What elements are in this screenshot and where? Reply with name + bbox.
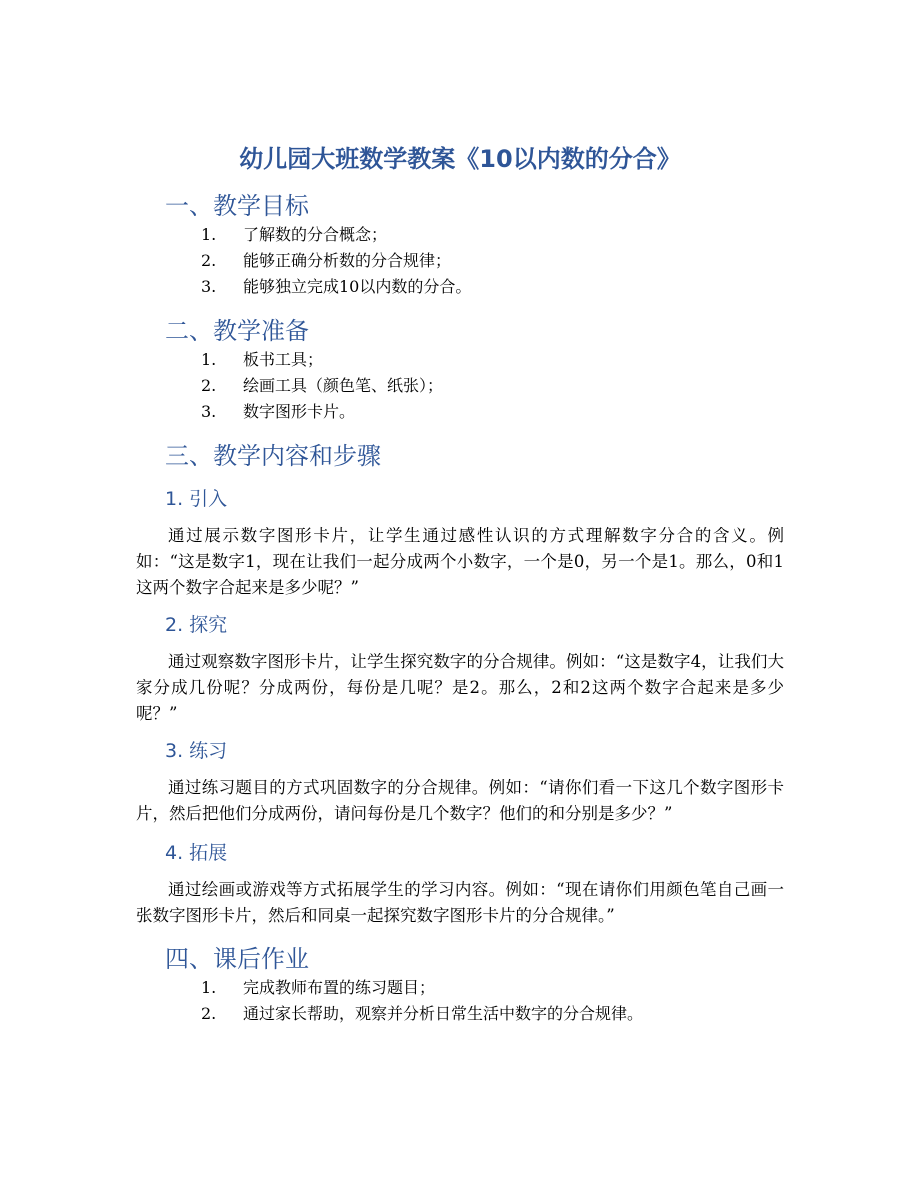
step-heading-extend: 4. 拓展 bbox=[165, 842, 228, 864]
section-heading-prep: 二、教学准备 bbox=[165, 317, 309, 345]
list-item-number: 3. bbox=[201, 277, 217, 296]
list-item bbox=[0, 347, 920, 373]
list-item-text: 完成教师布置的练习题目； bbox=[243, 978, 436, 997]
goals-list bbox=[0, 222, 920, 300]
step-paragraph-explore: 通过观察数字图形卡片，让学生探究数字的分合规律。例如：“这是数字4，让我们大家分成几份呢？分成两份，每份是几呢？是2。那么，2和2这两个数字合起来是多少呢？” bbox=[136, 652, 784, 723]
section-heading-goals: 一、教学目标 bbox=[165, 192, 309, 220]
step-heading-explore: 2. 探究 bbox=[165, 614, 228, 636]
list-item-text: 了解数的分合概念； bbox=[243, 225, 388, 244]
list-item-number: 2. bbox=[201, 1004, 217, 1023]
list-item-text: 绘画工具（颜色笔、纸张）； bbox=[243, 376, 444, 395]
list-item bbox=[0, 274, 920, 300]
list-item-number: 3. bbox=[201, 402, 217, 421]
step-paragraph-practice: 通过练习题目的方式巩固数字的分合规律。例如：“请你们看一下这几个数字图形卡片，然后把他们分成两份，请问每份是几个数字？他们的和分别是多少？” bbox=[136, 778, 784, 823]
list-item-number: 2. bbox=[201, 251, 217, 270]
list-item bbox=[0, 399, 920, 425]
list-item bbox=[0, 975, 920, 1001]
document-title: 幼儿园大班数学教案《10以内数的分合》 bbox=[239, 145, 681, 173]
list-item-number: 1. bbox=[201, 978, 217, 997]
list-item-number: 2. bbox=[201, 376, 217, 395]
step-heading-practice: 3. 练习 bbox=[165, 740, 228, 762]
list-item-number: 1. bbox=[201, 225, 217, 244]
prep-list bbox=[0, 347, 920, 425]
list-item-text: 数字图形卡片。 bbox=[243, 402, 356, 421]
list-item-text: 能够独立完成10以内数的分合。 bbox=[243, 277, 472, 296]
homework-list bbox=[0, 975, 920, 1027]
section-heading-content: 三、教学内容和步骤 bbox=[165, 442, 381, 470]
list-item-text: 板书工具； bbox=[243, 350, 324, 369]
list-item-number: 1. bbox=[201, 350, 217, 369]
step-heading-intro: 1. 引入 bbox=[165, 488, 228, 510]
step-paragraph-extend: 通过绘画或游戏等方式拓展学生的学习内容。例如：“现在请你们用颜色笔自己画一张数字图形卡片，然后和同桌一起探究数字图形卡片的分合规律。” bbox=[136, 880, 784, 925]
step-paragraph-intro: 通过展示数字图形卡片，让学生通过感性认识的方式理解数字分合的含义。例如：“这是数字1，现在让我们一起分成两个小数字，一个是0，另一个是1。那么，0和1这两个数字合起来是多少呢？” bbox=[136, 526, 784, 597]
list-item bbox=[0, 222, 920, 248]
list-item bbox=[0, 248, 920, 274]
list-item bbox=[0, 1001, 920, 1027]
list-item bbox=[0, 373, 920, 399]
list-item-text: 通过家长帮助，观察并分析日常生活中数字的分合规律。 bbox=[243, 1004, 644, 1023]
list-item-text: 能够正确分析数的分合规律； bbox=[243, 251, 452, 270]
section-heading-homework: 四、课后作业 bbox=[165, 945, 309, 973]
